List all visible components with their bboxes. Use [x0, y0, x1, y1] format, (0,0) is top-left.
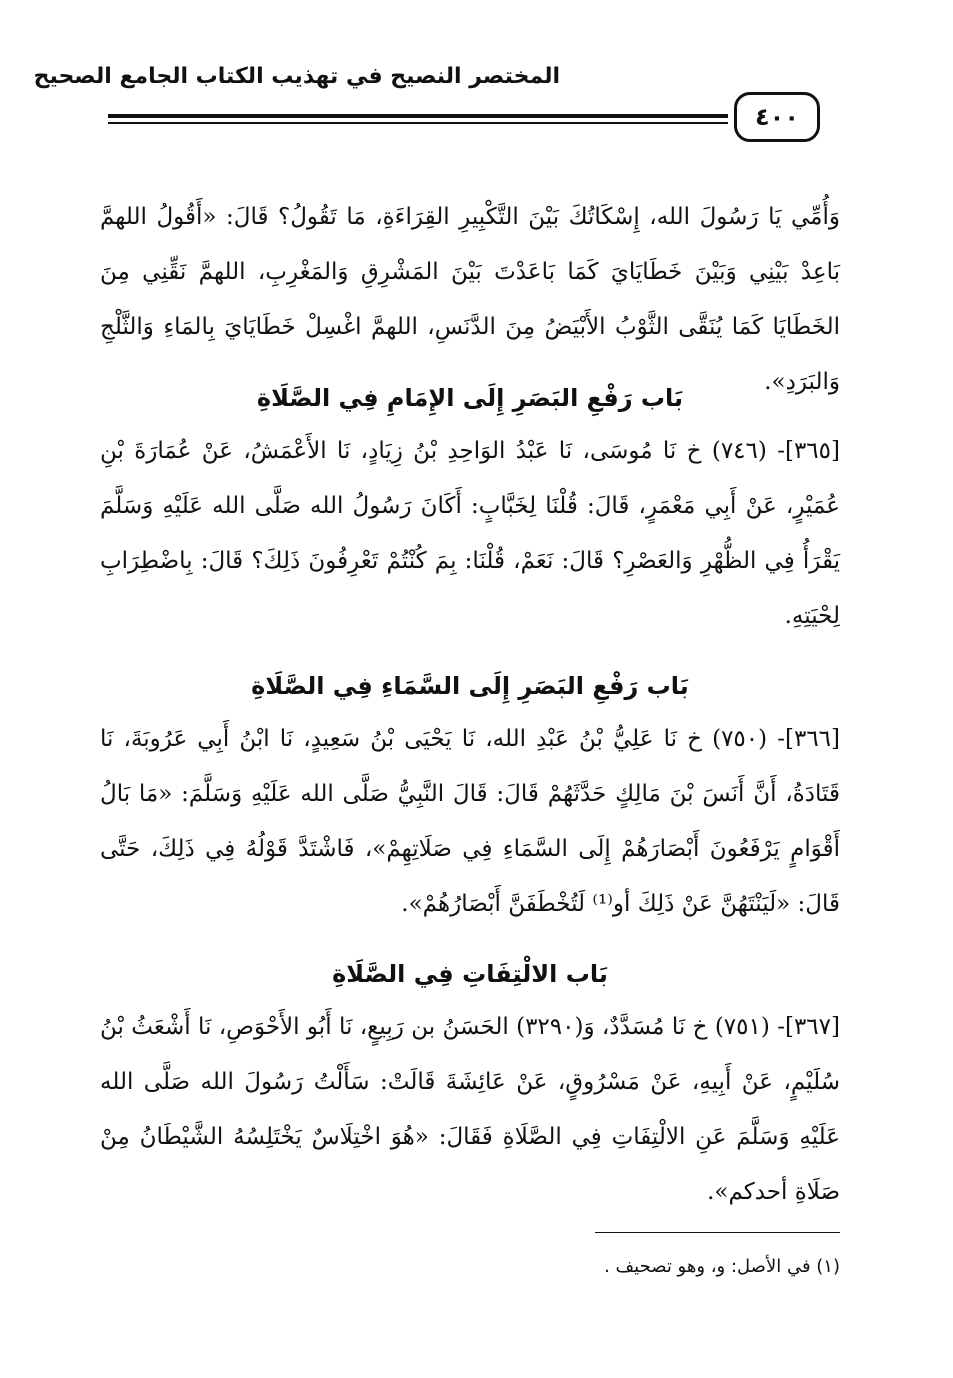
chapter-heading-1: بَاب رَفْعِ البَصَرِ إِلَى الإِمَامِ فِي الصَّلَاةِ — [256, 384, 684, 412]
header-rule-thick — [108, 114, 728, 118]
chapter-heading-2: بَاب رَفْعِ البَصَرِ إِلَى السَّمَاءِ فِي الصَّلَاةِ — [251, 672, 689, 700]
footnote: (١) في الأصل: و، وهو تصحيف . — [604, 1256, 840, 1277]
paragraph-continuation: وَأُمِّي يَا رَسُولَ الله، إِسْكَاتُكَ بَيْنَ التَّكْبِيرِ القِرَاءَةِ، مَا تَقُولُ؟ قَالَ: «أَقُولُ اللهمَّ بَاعِدْ بَيْنِي وَبَيْنَ خَطَايَايَ كَمَا بَاعَدْتَ بَيْنَ المَشْرِقِ وَالمَغْرِبِ، اللهمَّ نَقِّنِي مِنَ الخَطَايَا كَمَا يُنَقَّى الثَّوْبُ الأَبْيَضُ مِنَ الدَّنَسِ، اللهمَّ اغْسِلْ خَطَايَايَ بِالمَاءِ وَالثَّلْجِ وَالبَرَدِ». — [100, 204, 840, 395]
hadith-366: [٣٦٦]- (٧٥٠) خ نَا عَلِيُّ بْنُ عَبْدِ الله، نَا يَحْيَى بْنُ سَعِيدٍ، نَا ابْنُ أَبِي عَرُوبَةَ، نَا قَتَادَةُ، أَنَّ أَنَسَ بْنَ مَالِكٍ حَدَّثَهُمْ قَالَ: قَالَ النَّبِيُّ صَلَّى الله عَلَيْهِ وَسَلَّمَ: «مَا بَالُ أَقْوَامٍ يَرْفَعُونَ أَبْصَارَهُمْ إِلَى السَّمَاءِ فِي صَلَاتِهِمْ»، فَاشْتَدَّ قَوْلُهُ فِي ذَلِكَ، حَتَّى قَالَ: «لَيَنْتَهُنَّ عَنْ ذَلِكَ أو⁽¹⁾ لَتُخْطَفَنَّ أَبْصَارُهُمْ». — [100, 726, 841, 917]
footnote-separator — [595, 1232, 840, 1233]
chapter-heading-3: بَاب الالْتِفَاتِ فِي الصَّلَاةِ — [332, 960, 608, 988]
page-number: ٤٠٠ — [734, 92, 820, 142]
header-rule-thin — [108, 122, 728, 124]
hadith-367: [٣٦٧]- (٧٥١) خ نَا مُسَدَّدٌ، وَ(٣٢٩٠) الحَسَنُ بن رَبِيعٍ، نَا أَبُو الأَحْوَصِ، نَا أَشْعَثُ بْنُ سُلَيْمٍ، عَنْ أَبِيهِ، عَنْ مَسْرُوقٍ، عَنْ عَائِشَةَ قَالَتْ: سَأَلْتُ رَسُولَ الله صَلَّى الله عَلَيْهِ وَسَلَّمَ عَنِ الالْتِفَاتِ فِي الصَّلَاةِ فَقَالَ: «هُوَ اخْتِلَاسٌ يَخْتَلِسُهُ الشَّيْطَانُ مِنْ صَلَاةِ أحدكم». — [100, 1014, 840, 1205]
hadith-365: [٣٦٥]- (٧٤٦) خ نَا مُوسَى، نَا عَبْدُ الوَاحِدِ بْنُ زِيَادٍ، نَا الأَعْمَشُ، عَنْ عُمَارَةَ بْنِ عُمَيْرٍ، عَنْ أَبِي مَعْمَرٍ، قَالَ: قُلْنَا لِخَبَّابٍ: أَكَانَ رَسُولُ الله صَلَّى الله عَلَيْهِ وَسَلَّمَ يَقْرَأُ فِي الظُّهْرِ وَالعَصْرِ؟ قَالَ: نَعَمْ، قُلْنَا: بِمَ كُنْتُمْ تَعْرِفُونَ ذَلِكَ؟ قَالَ: بِاضْطِرَابِ لِحْيَتِهِ. — [100, 438, 840, 629]
running-header-title: المختصر النصيح في تهذيب الكتاب الجامع الصحيح — [33, 64, 560, 89]
